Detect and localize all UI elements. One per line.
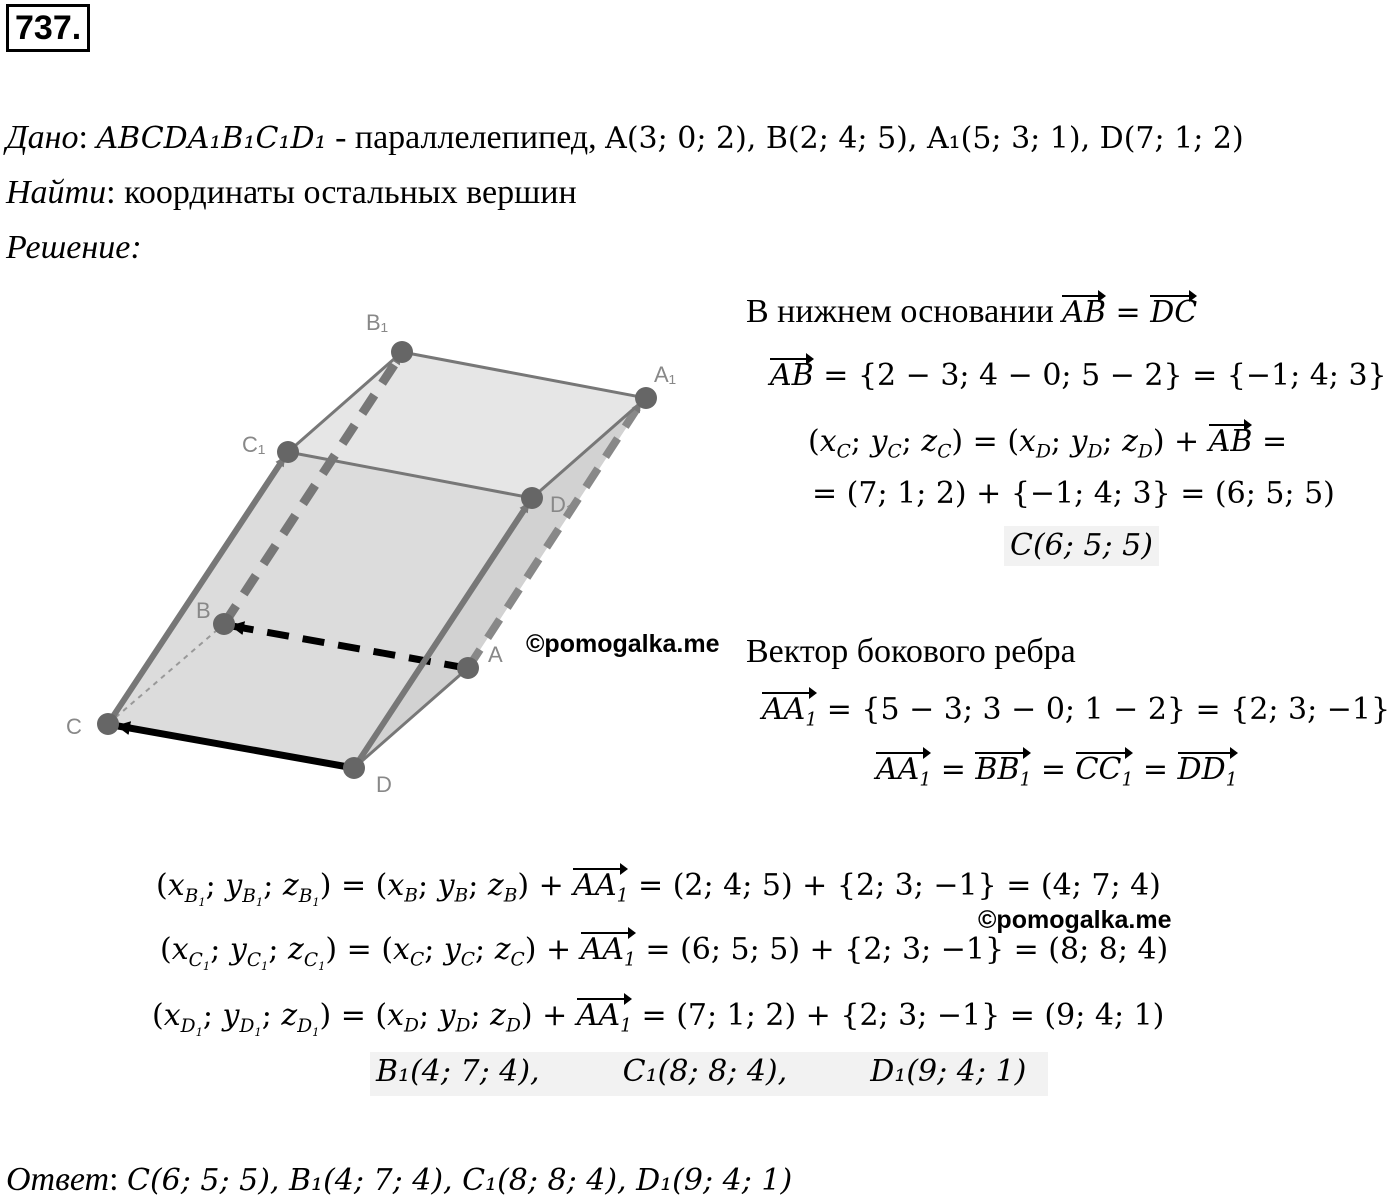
given-points: A(3; 0; 2), B(2; 4; 5), A₁(5; 3; 1), D(7; 1; 2) xyxy=(605,121,1244,156)
ab-expr: = {2 − 3; 4 − 0; 5 − 2} = {−1; 4; 3} xyxy=(823,358,1387,393)
find-text: координаты остальных вершин xyxy=(124,174,577,211)
watermark-2: ©pomogalka.me xyxy=(978,906,1172,934)
c-formula-vec: AB xyxy=(1209,422,1253,462)
answer-text: C(6; 5; 5), B₁(4; 7; 4), C₁(8; 8; 4), D₁(9; 4; 1) xyxy=(127,1163,793,1198)
answer-line: Ответ: C(6; 5; 5), B₁(4; 7; 4), C₁(8; 8; 4), D₁(9; 4; 1) xyxy=(6,1161,793,1198)
vertex-b1 xyxy=(391,341,413,363)
given-figure: ABCDA₁B₁C₁D₁ xyxy=(96,121,327,156)
label-c1: C₁ xyxy=(242,432,266,457)
d1-rhs: = (7; 1; 2) + {2; 3; −1} = (9; 4; 1) xyxy=(641,998,1165,1033)
vec-ab-label: AB xyxy=(1062,293,1106,333)
d1-result: D₁(9; 4; 1) xyxy=(870,1054,1027,1089)
c-formula-line1: ($x_C$; $y_C$; $z_C) = (x_D$; $y_D$; $z_D$) + AB = xyxy=(808,424,1288,463)
vertex-d1 xyxy=(521,487,543,509)
vertex-a xyxy=(457,657,479,679)
c-result: C(6; 5; 5) xyxy=(1004,526,1159,566)
find-line: Найти: координаты остальных вершин xyxy=(6,174,577,211)
b1-rhs: = (2; 4; 5) + {2; 3; −1} = (4; 7; 4) xyxy=(638,868,1161,903)
c1-equation: ($x_{C_1}$; $y_{C_1}$; $z_{C_1}) = (x_C$; $y_C$; $z_C) + AA_1 = (6$; 5; 5) + {2; 3; −1} = (8; 8; 4) xyxy=(160,932,1169,973)
ab-vec: AB xyxy=(770,356,814,396)
aa1-vector-line xyxy=(762,690,1390,730)
base-intro-text: В нижнем основании xyxy=(746,293,1054,330)
base-intro: В нижнем основании AB = DC xyxy=(746,292,1197,333)
parallelepiped-figure xyxy=(40,290,740,820)
label-d: D xyxy=(376,772,392,797)
vertex-a1 xyxy=(635,387,657,409)
vertex-b xyxy=(213,613,235,635)
solution-line: Решение: xyxy=(6,229,142,266)
find-label: Найти xyxy=(6,174,107,211)
aa1-expr: = {5 − 3; 3 − 0; 1 − 2} = {2; 3; −1} xyxy=(826,692,1391,727)
vertex-c xyxy=(97,713,119,735)
vec-dc-label: DC xyxy=(1150,293,1197,333)
results-row xyxy=(370,1052,1048,1096)
given-text: - параллелепипед, xyxy=(335,119,597,156)
label-d1: D₁ xyxy=(550,492,574,517)
given-label: Дано xyxy=(6,119,79,156)
vertex-c1 xyxy=(277,441,299,463)
d1-equation: ($x_{D_1}$; $y_{D_1}$; $z_{D_1}) = (x_D$; $y_D$; $z_D) + AA_1 = (7$; 1; 2) + {2; 3; −1} = (9; 4; 1) xyxy=(152,998,1165,1039)
c-formula-line2: = (7; 1; 2) + {−1; 4; 3} = (6; 5; 5) xyxy=(812,476,1335,511)
label-c: C xyxy=(66,714,82,739)
given-line: Дано: ABCDA₁B₁C₁D₁ - параллелепипед, A(3; 0; 2), B(2; 4; 5), A₁(5; 3; 1), D(7; 1; 2) xyxy=(6,119,1244,156)
label-b: B xyxy=(196,598,211,623)
c1-result: C₁(8; 8; 4), xyxy=(622,1054,788,1089)
label-b1: B₁ xyxy=(366,310,389,335)
answer-label: Ответ xyxy=(6,1161,110,1198)
lateral-intro: Вектор бокового ребра xyxy=(746,633,1076,670)
ab-vector-line xyxy=(770,356,1387,396)
b1-equation: ($x_{B_1}$; $y_{B_1}$; $z_{B_1}) = (x_B$; $y_B$; $z_B) + AA_1 = (2$; 4; 5) + {2; 3; −1} = (4; 7; 4) xyxy=(156,868,1161,909)
c1-rhs: = (6; 5; 5) + {2; 3; −1} = (8; 8; 4) xyxy=(645,932,1169,967)
watermark-1: ©pomogalka.me xyxy=(526,630,720,658)
aa1-vec: $AA_1$ xyxy=(762,692,818,731)
vertex-d xyxy=(343,757,365,779)
solution-label: Решение xyxy=(6,229,131,266)
b1-result: B₁(4; 7; 4), xyxy=(376,1054,540,1089)
problem-number: 737. xyxy=(6,4,90,52)
label-a: A xyxy=(488,642,503,667)
label-a1: A₁ xyxy=(654,362,677,387)
lateral-equality: $AA_1 = BB_1 = CC_1 = DD_1$ xyxy=(876,752,1238,791)
